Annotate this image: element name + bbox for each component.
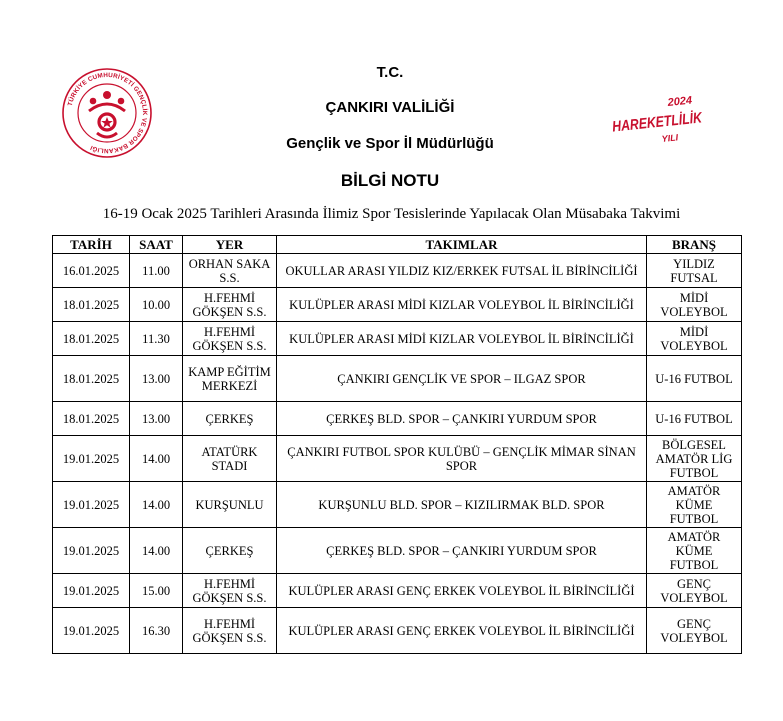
- table-header-row: [53, 236, 742, 254]
- cell-yer: ÇERKEŞ: [183, 528, 277, 574]
- cell-takimlar: KULÜPLER ARASI GENÇ ERKEK VOLEYBOL İL BİRİNCİLİĞİ: [277, 608, 647, 654]
- cell-yer: H.FEHMİ GÖKŞEN S.S.: [183, 322, 277, 356]
- hareketlilik-yili-2024-logo-icon: [610, 92, 723, 150]
- cell-brans: YILDIZ FUTSAL: [647, 254, 742, 288]
- cell-brans: MİDİ VOLEYBOL: [647, 322, 742, 356]
- cell-saat: 11.30: [130, 322, 183, 356]
- table-row: [53, 356, 742, 402]
- cell-brans: AMATÖR KÜME FUTBOL: [647, 482, 742, 528]
- table-row: [53, 482, 742, 528]
- cell-saat: 13.00: [130, 356, 183, 402]
- header-bilgi-notu: BİLGİ NOTU: [340, 171, 440, 190]
- genclik-spor-bakanligi-emblem-icon: [57, 67, 157, 159]
- cell-brans: AMATÖR KÜME FUTBOL: [647, 528, 742, 574]
- column-header-brans: BRANŞ: [647, 236, 742, 254]
- cell-yer: H.FEHMİ GÖKŞEN S.S.: [183, 574, 277, 608]
- cell-tarih: 19.01.2025: [53, 608, 130, 654]
- schedule-table: [52, 235, 742, 654]
- logo-sub-text: YILI: [661, 132, 679, 144]
- table-row: [53, 254, 742, 288]
- cell-brans: BÖLGESEL AMATÖR LİG FUTBOL: [647, 436, 742, 482]
- table-row: [53, 574, 742, 608]
- table-row: [53, 436, 742, 482]
- cell-tarih: 19.01.2025: [53, 482, 130, 528]
- cell-yer: H.FEHMİ GÖKŞEN S.S.: [183, 288, 277, 322]
- header-valilik: ÇANKIRI VALİLİĞİ: [325, 99, 455, 116]
- cell-saat: 14.00: [130, 436, 183, 482]
- cell-takimlar: KULÜPLER ARASI MİDİ KIZLAR VOLEYBOL İL BİRİNCİLİĞİ: [277, 322, 647, 356]
- column-header-tarih: TARİH: [53, 236, 130, 254]
- cell-yer: ORHAN SAKA S.S.: [183, 254, 277, 288]
- seal-text: TÜRKİYE CUMHURİYETİ GENÇLİK VE SPOR BAKANLIĞI: [66, 71, 149, 155]
- cell-saat: 10.00: [130, 288, 183, 322]
- cell-yer: ATATÜRK STADI: [183, 436, 277, 482]
- cell-tarih: 18.01.2025: [53, 288, 130, 322]
- cell-tarih: 18.01.2025: [53, 356, 130, 402]
- cell-yer: KURŞUNLU: [183, 482, 277, 528]
- column-header-takimlar: TAKIMLAR: [277, 236, 647, 254]
- cell-saat: 11.00: [130, 254, 183, 288]
- cell-brans: GENÇ VOLEYBOL: [647, 608, 742, 654]
- cell-brans: MİDİ VOLEYBOL: [647, 288, 742, 322]
- cell-tarih: 19.01.2025: [53, 436, 130, 482]
- cell-yer: KAMP EĞİTİM MERKEZİ: [183, 356, 277, 402]
- cell-tarih: 19.01.2025: [53, 574, 130, 608]
- cell-takimlar: KULÜPLER ARASI MİDİ KIZLAR VOLEYBOL İL BİRİNCİLİĞİ: [277, 288, 647, 322]
- table-row: [53, 608, 742, 654]
- document-subtitle: 16-19 Ocak 2025 Tarihleri Arasında İlimiz Spor Tesislerinde Yapılacak Olan Müsabaka Takvimi: [102, 206, 681, 222]
- cell-tarih: 19.01.2025: [53, 528, 130, 574]
- cell-saat: 15.00: [130, 574, 183, 608]
- table-row: [53, 402, 742, 436]
- logo-main-text: HAREKETLİLİK: [611, 107, 723, 136]
- table-row: [53, 528, 742, 574]
- header-mudurluk: Gençlik ve Spor İl Müdürlüğü: [286, 135, 494, 152]
- cell-takimlar: ÇERKEŞ BLD. SPOR – ÇANKIRI YURDUM SPOR: [277, 528, 647, 574]
- cell-saat: 16.30: [130, 608, 183, 654]
- cell-yer: ÇERKEŞ: [183, 402, 277, 436]
- cell-saat: 14.00: [130, 482, 183, 528]
- cell-saat: 14.00: [130, 528, 183, 574]
- column-header-yer: YER: [183, 236, 277, 254]
- cell-takimlar: ÇANKIRI GENÇLİK VE SPOR – ILGAZ SPOR: [277, 356, 647, 402]
- cell-brans: U-16 FUTBOL: [647, 402, 742, 436]
- cell-saat: 13.00: [130, 402, 183, 436]
- cell-takimlar: ÇERKEŞ BLD. SPOR – ÇANKIRI YURDUM SPOR: [277, 402, 647, 436]
- cell-takimlar: KULÜPLER ARASI GENÇ ERKEK VOLEYBOL İL BİRİNCİLİĞİ: [277, 574, 647, 608]
- cell-brans: U-16 FUTBOL: [647, 356, 742, 402]
- cell-takimlar: KURŞUNLU BLD. SPOR – KIZILIRMAK BLD. SPOR: [277, 482, 647, 528]
- cell-tarih: 18.01.2025: [53, 322, 130, 356]
- table-row: [53, 322, 742, 356]
- table-row: [53, 288, 742, 322]
- header-tc: T.C.: [376, 64, 404, 81]
- cell-brans: GENÇ VOLEYBOL: [647, 574, 742, 608]
- cell-yer: H.FEHMİ GÖKŞEN S.S.: [183, 608, 277, 654]
- column-header-saat: SAAT: [130, 236, 183, 254]
- logo-year: 2024: [667, 94, 693, 109]
- cell-tarih: 18.01.2025: [53, 402, 130, 436]
- cell-takimlar: ÇANKIRI FUTBOL SPOR KULÜBÜ – GENÇLİK MİMAR SİNAN SPOR: [277, 436, 647, 482]
- cell-takimlar: OKULLAR ARASI YILDIZ KIZ/ERKEK FUTSAL İL BİRİNCİLİĞİ: [277, 254, 647, 288]
- cell-tarih: 16.01.2025: [53, 254, 130, 288]
